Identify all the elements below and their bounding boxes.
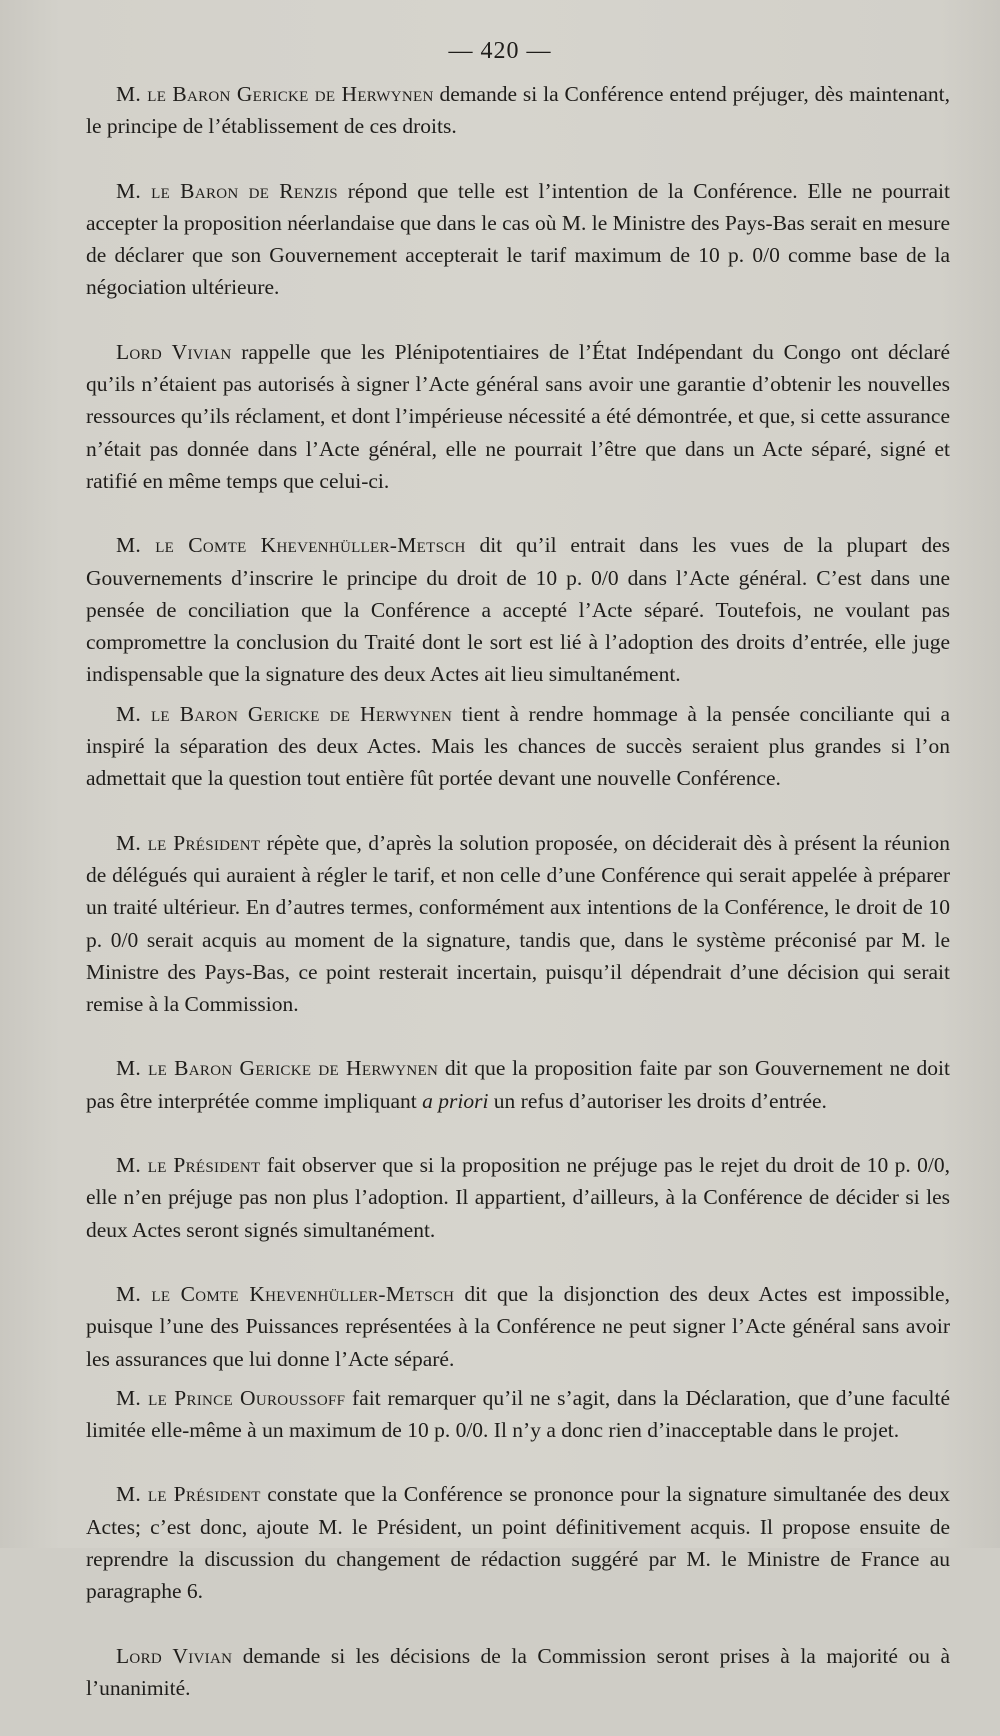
paragraph-12 (86, 1640, 950, 1705)
paragraph-8 (86, 1149, 950, 1246)
speaker-name: M. le Baron Gericke de Herwynen (116, 1056, 439, 1081)
speaker-name: M. le Président (116, 1153, 261, 1178)
paragraph-11 (86, 1478, 950, 1607)
italic-term: a priori (422, 1088, 489, 1113)
speaker-name: Lord Vivian (116, 339, 232, 364)
paragraph-text: fait remarquer qu’il ne s’agit, dans la Déclaration, que d’une faculté limitée elle-même à un maximum de 10 p. 0/0. Il n’y a donc rien d’inacceptable dans le projet. (86, 1385, 950, 1443)
paragraph-1 (86, 78, 950, 143)
paragraph-5 (86, 698, 950, 795)
paragraph-text: demande si la Conférence entend préjuger, dès maintenant, le principe de l’établissement de ces droits. (86, 82, 950, 139)
speaker-name: M. le Comte Khevenhüller-Metsch (116, 1281, 455, 1306)
paragraph-4 (86, 529, 950, 690)
speaker-name: M. le Baron de Renzis (116, 178, 338, 203)
paragraph-3 (86, 336, 950, 497)
paragraph-text: demande si les décisions de la Commission seront prises à la majorité ou à l’unanimité. (86, 1643, 951, 1700)
paragraph-text: dit que la disjonction des deux Actes est impossible, puisque l’une des Puissances représentées à la Conférence ne peut signer l’Acte général sans avoir les assurances que lui donne l’Acte séparé. (86, 1281, 950, 1371)
paragraph-text: répète que, d’après la solution proposée, on déciderait dès à présent la réunion de délégués qui auraient à régler le tarif, et non celle d’une Conférence qui serait appelée à préparer un traité ultérieur. En d’autres termes, conformément aux intentions de la Conférence, le droit de 10 p. 0/0 serait acquis au moment de la signature, tandis que, dans le système préconisé par M. le Ministre des Pays-Bas, ce point resterait incertain, puisqu’il dépendrait d’une décision qui serait remise à la Commission. (86, 830, 950, 1017)
speaker-name: M. le Prince Ouroussoff (116, 1385, 346, 1410)
speaker-name: M. le Président (116, 830, 261, 855)
speaker-name: M. le Baron Gericke de Herwynen (116, 82, 434, 106)
minutes-text (86, 78, 950, 1736)
paragraph-text: un refus d’autoriser les droits d’entrée. (488, 1088, 827, 1113)
speaker-name: M. le Comte Khevenhüller-Metsch (116, 533, 466, 558)
paragraph-text: tient à rendre hommage à la pensée conciliante qui a inspiré la séparation des deux Actes. Mais les chances de succès seraient plus grandes si l’on admettait que la question tout entière fût portée devant une nouvelle Conférence. (86, 701, 950, 791)
paragraph-7 (86, 1052, 950, 1117)
paragraph-9 (86, 1278, 950, 1375)
paragraph-text: rappelle que les Plénipotentiaires de l’État Indépendant du Congo ont déclaré qu’ils n’étaient pas autorisés à signer l’Acte général sans avoir une garantie d’obtenir les nouvelles ressources qu’ils réclament, et dont l’impérieuse nécessité a été démontrée, et que, si cette assurance n’était pas donnée dans l’Acte général, elle ne pourrait l’être que dans un Acte séparé, signé et ratifié en même temps que celui-ci. (86, 339, 950, 493)
page-number: — 420 — (448, 38, 552, 64)
paragraph-text: fait observer que si la proposition ne préjuge pas le rejet du droit de 10 p. 0/0, elle n’en préjuge pas non plus l’adoption. Il appartient, d’ailleurs, à la Conférence de décider si les deux Actes seront signés simultanément. (86, 1153, 950, 1242)
paragraph-text: constate que la Conférence se prononce pour la signature simultanée des deux Actes; c’est donc, ajoute M. le Président, un point définitivement acquis. Il propose ensuite de reprendre la discussion du changement de rédaction suggéré par M. le Ministre de France au paragraphe 6. (86, 1482, 950, 1604)
speaker-name: Lord Vivian (116, 1643, 233, 1668)
speaker-name: M. le Baron Gericke de Herwynen (116, 701, 453, 726)
paragraph-text: dit que la proposition faite par son Gouvernement ne doit pas être interprétée comme impliquant (86, 1056, 950, 1113)
paragraph-6 (86, 827, 950, 1021)
paragraph-text: répond que telle est l’intention de la Conférence. Elle ne pourrait accepter la proposition néerlandaise que dans le cas où M. le Ministre des Pays-Bas serait en mesure de déclarer que son Gouvernement accepterait le tarif maximum de 10 p. 0/0 comme base de la négociation ultérieure. (86, 178, 950, 300)
speaker-name: M. le Président (116, 1482, 261, 1507)
paragraph-10 (86, 1382, 950, 1447)
paragraph-2 (86, 175, 950, 304)
paragraph-text: dit qu’il entrait dans les vues de la plupart des Gouvernements d’inscrire le principe du droit de 10 p. 0/0 dans l’Acte général. C’est dans une pensée de conciliation que la Conférence a accepté l’Acte séparé. Toutefois, ne voulant pas compromettre la conclusion du Traité dont le sort est lié à l’adoption des droits d’entrée, elle juge indispensable que la signature des deux Actes ait lieu simultanément. (86, 533, 950, 687)
